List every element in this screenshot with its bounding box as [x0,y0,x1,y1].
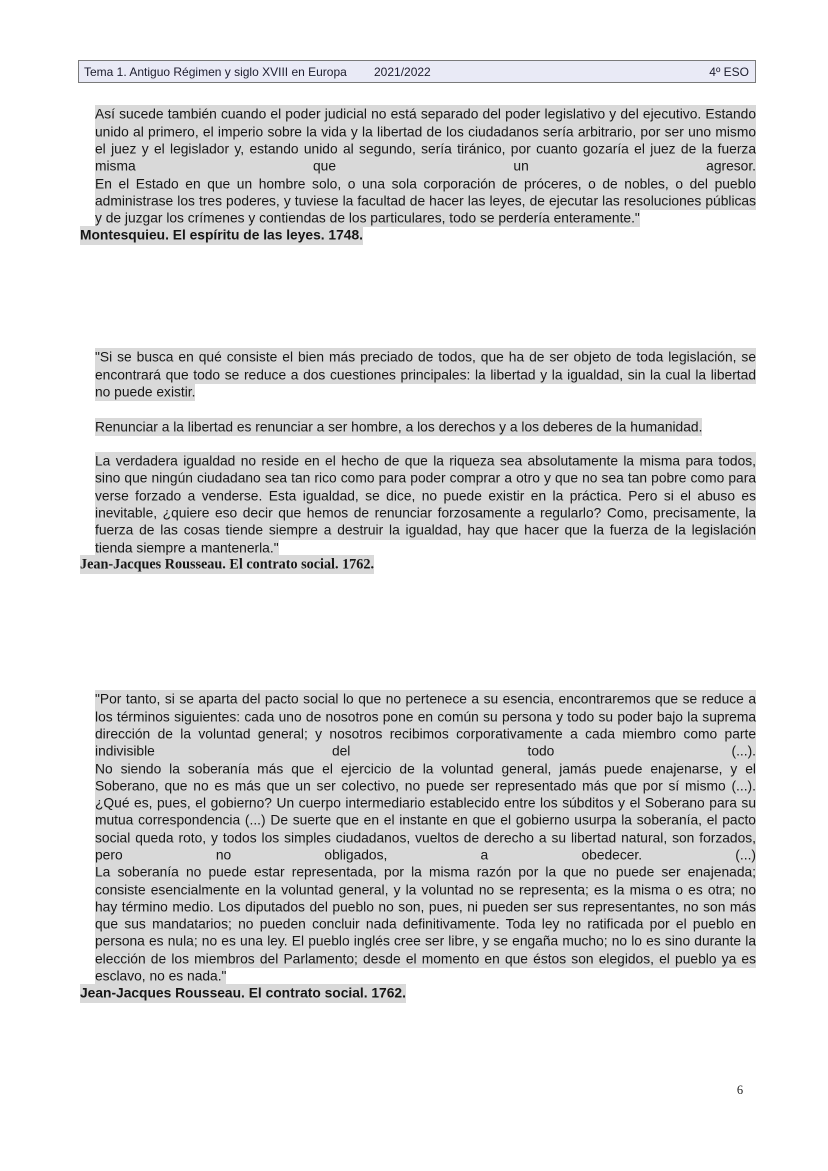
quote-text: No siendo la soberanía más que el ejercicio de la voluntad general, jamás puede enajenarse, y el Soberano, que no es más que un ser colectivo, no puede ser representado más que por sí mismo (...). [95,761,756,794]
attribution-text: Jean-Jacques Rousseau. El contrato social. 1762. [80,556,374,573]
attribution-text: Montesquieu. El espíritu de las leyes. 1748. [80,228,363,244]
quote-attribution-montesquieu [80,227,756,244]
quote-text: "Por tanto, si se aparta del pacto social lo que no pertenece a su esencia, encontraremos que se reduce a los términos siguientes: cada uno de nosotros pone en común su persona y todo su poder bajo la suprema dirección de la voluntad general; y nosotros recibimos corporativamente a cada miembro como parte indivisible del todo (...). [95,692,756,759]
quote-paragraph [95,864,756,985]
page-header [78,60,756,83]
quote-text: Renunciar a la libertad es renunciar a ser hombre, a los derechos y a los deberes de la humanidad. [95,419,703,435]
quote-text: La soberanía no puede estar representada, por la misma razón por la que no puede ser enajenada; consiste esencialmente en la voluntad general, y la voluntad no se representa; es la misma o es otra; no hay término medio. Los diputados del pueblo no son, pues, ni pueden ser sus representantes, no son más que sus mandatarios; no pueden concluir nada definitivamente. Toda ley no ratificada por el pueblo en persona es nula; no es una ley. El pueblo inglés cree ser libre, y se engaña mucho; no lo es sino durante la elección de los miembros del Parlamento; desde el momento en que éstos son elegidos, el pueblo ya es esclavo, no es nada." [95,864,756,984]
quote-paragraph [95,760,756,795]
quote-block-rousseau-2 [80,691,756,1002]
quote-attribution-rousseau-1 [80,557,756,574]
header-school-year: 2021/2022 [374,65,431,79]
header-grade-level: 4º ESO [709,65,749,79]
quote-body [95,349,756,557]
header-course-title: Tema 1. Antiguo Régimen y siglo XVIII en Europa [84,65,347,79]
page-number: 6 [736,1083,744,1097]
quote-block-montesquieu [80,106,756,244]
quote-attribution-rousseau-2 [80,985,756,1002]
quote-text: La verdadera igualdad no reside en el hecho de que la riqueza sea absolutamente la misma para todos, sino que ningún ciudadano sea tan rico como para poder comprar a otro y que no sea tan pobre como para verse forzado a venderse. Esta igualdad, se dice, no puede existir en la práctica. Pero si el abuso es inevitable, ¿quiere eso decir que hemos de renunciar forzosamente a regularlo? Como, precisamente, la fuerza de las cosas tiende siempre a destruir la igualdad, hay que hacer que la fuerza de la legislación tienda siempre a mantenerla." [95,453,756,556]
quote-body [95,106,756,227]
attribution-text: Jean-Jacques Rousseau. El contrato social. 1762. [80,986,406,1002]
quote-paragraph [95,795,756,864]
quote-paragraph [95,175,756,227]
quote-paragraph [95,691,756,760]
quote-body [95,691,756,985]
quote-text: ¿Qué es, pues, el gobierno? Un cuerpo intermediario establecido entre los súbditos y el Soberano para su mutua correspondencia (...) De suerte que en el instante en que el gobierno usurpa la soberanía, el pacto social queda roto, y todos los simples ciudadanos, vueltos de derecho a su libertad natural, son forzados, pero no obligados, a obedecer. (...) [95,795,756,863]
quote-text: "Si se busca en qué consiste el bien más preciado de todos, que ha de ser objeto de toda legislación, se encontrará que todo se reduce a dos cuestiones principales: la libertad y la igualdad, sin la cual la libertad no puede existir. [95,350,756,400]
quote-paragraph [95,453,756,557]
quote-paragraph [95,418,756,435]
quote-paragraph [95,349,756,401]
quote-text: En el Estado en que un hombre solo, o una sola corporación de próceres, o de nobles, o del pueblo administrase los tres poderes, y tuviese la facultad de hacer las leyes, de ejecutar las resoluciones públicas y de juzgar los crímenes y contiendas de los particulares, todo se perdería enteramente." [95,176,756,226]
quote-text: Así sucede también cuando el poder judicial no está separado del poder legislativo y del ejecutivo. Estando unido al primero, el imperio sobre la vida y la libertad de los ciudadanos sería arbitrario, por ser uno mismo el juez y el legislador y, estando unido al segundo, sería tiránico, por cuanto gozaría el juez de la fuerza misma que un agresor. [95,107,756,174]
quote-paragraph [95,106,756,175]
quote-block-rousseau-1 [80,349,756,574]
